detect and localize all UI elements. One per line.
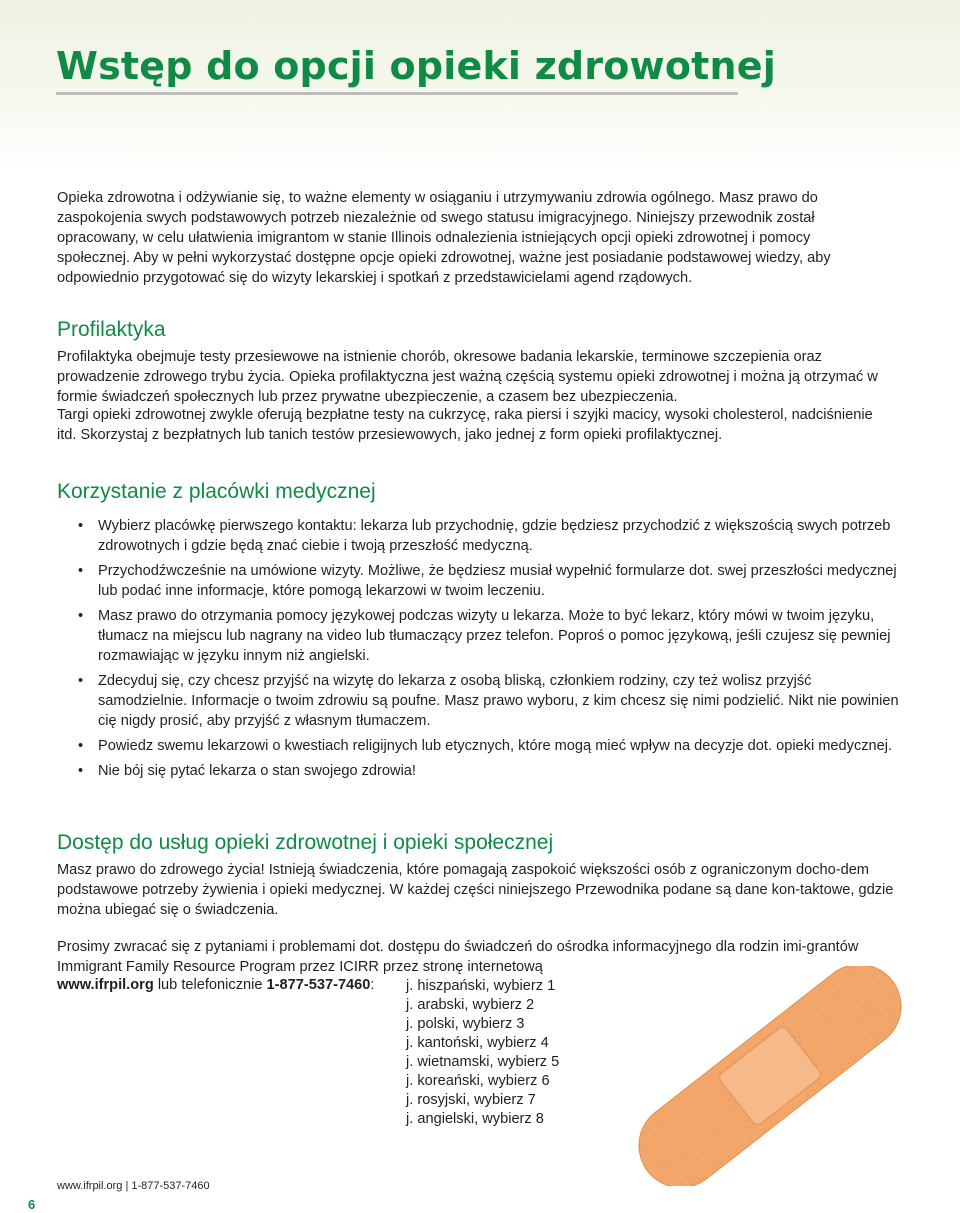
list-item-text: Powiedz swemu lekarzowi o kwestiach religijnych lub etycznych, które mogą mieć wpływ na decyzje dot. opieki medycznej. <box>98 738 893 754</box>
list-item: j. rosyjski, wybierz 7 <box>406 1092 536 1108</box>
contact-line <box>57 975 374 995</box>
bullet-icon: • <box>78 673 84 689</box>
list-item <box>78 516 900 556</box>
dostep-paragraph: Masz prawo do zdrowego życia! Istnieją świadczenia, które pomagają zaspokoić większości osób z ograniczonym docho-dem podstawowe potrzeby żywienia i opieki medycznej. W każdej części niniejszego Przewodnika podane są dane kon-taktowe, gdzie można ubiegać się o świadczenia. <box>57 862 894 918</box>
list-item: j. kantoński, wybierz 4 <box>406 1035 549 1051</box>
list-item: j. angielski, wybierz 8 <box>406 1111 544 1127</box>
list-item <box>78 561 900 601</box>
list-item <box>78 761 900 781</box>
list-item-text: Zdecyduj się, czy chcesz przyjść na wizytę do lekarza z osobą bliską, członkiem rodziny, czy też wolisz przyjść samodzielnie. Informacje o twoim zdrowiu są poufne. Masz prawo wyboru, z kim chcesz się nimi podzielić. Nikt nie powinien cię nigdy prosić, aby przyjść z własnym tłumaczem. <box>98 673 899 729</box>
page-number: 6 <box>28 1197 36 1212</box>
list-item-text: Wybierz placówkę pierwszego kontaktu: lekarza lub przychodnię, gdzie będziesz przychodzić z większością swych potrzeb zdrowotnych i gdzie będą znać ciebie i twoją przeszłość medyczną. <box>98 518 891 554</box>
help-paragraph: Prosimy zwracać się z pytaniami i problemami dot. dostępu do świadczeń do ośrodka informacyjnego dla rodzin imi-grantów Immigrant Family Resource Program przez ICIRR przez stronę internetową <box>57 939 859 975</box>
list-item: j. koreański, wybierz 6 <box>406 1073 550 1089</box>
bullet-icon: • <box>78 738 84 754</box>
website-link[interactable]: www.ifrpil.org <box>57 977 154 993</box>
list-item: j. arabski, wybierz 2 <box>406 997 535 1013</box>
bullet-icon: • <box>78 563 84 579</box>
bullet-icon: • <box>78 763 84 779</box>
heading-profilaktyka: Profilaktyka <box>57 318 166 341</box>
list-item-text: Nie bój się pytać lekarza o stan swojego zdrowia! <box>98 763 416 779</box>
footer-contact: www.ifrpil.org | 1-877-537-7460 <box>57 1180 210 1192</box>
intro-paragraph: Opieka zdrowotna i odżywianie się, to ważne elementy w osiąganiu i utrzymywaniu zdrowia ogólnego. Masz prawo do zaspokojenia swych podstawowych potrzeb niezależnie od swego statusu imigracyjnego. Niniejszy przewodnik został opracowany, w celu ułatwienia imigrantom w stanie Illinois odnalezienia istniejących opcji opieki zdrowotnej i pomocy społecznej. Aby w pełni wykorzystać dostępne opcje opieki zdrowotnej, ważne jest posiadanie podstawowej wiedzy, aby odpowiednio przygotować się do wizyty lekarskiej i spotkań z przedstawicielami agend rządowych. <box>57 190 831 286</box>
heading-dostep: Dostęp do usług opieki zdrowotnej i opieki społecznej <box>57 831 554 854</box>
list-item-text: Przychodźwcześnie na umówione wizyty. Możliwe, że będziesz musiał wypełnić formularze dot. swej przeszłości medycznej lub podać inne informacje, które pomogą lekarzowi w twoim leczeniu. <box>98 563 897 599</box>
list-item <box>78 671 900 731</box>
bullet-icon: • <box>78 518 84 534</box>
phone-prefix: lub telefonicznie <box>157 977 263 993</box>
bandage-illustration <box>620 966 920 1186</box>
phone-suffix: : <box>370 977 375 993</box>
page-title: Wstęp do opcji opieki zdrowotnej <box>56 44 776 88</box>
placowka-bullet-list <box>78 516 900 786</box>
list-item <box>78 606 900 666</box>
profilaktyka-paragraph: Profilaktyka obejmuje testy przesiewowe na istnienie chorób, okresowe badania lekarskie, terminowe szczepienia oraz prowadzenie zdrowego trybu życia. Opieka profilaktyczna jest ważną częścią systemu opieki zdrowotnej i można ją otrzymać w formie świadczeń społecznych lub przez prywatne ubezpieczenie, a czasem bez ubezpieczenia. <box>57 349 878 405</box>
profilaktyka-paragraph-2: Targi opieki zdrowotnej zwykle oferują bezpłatne testy na cukrzycę, raka piersi i szyjki macicy, wysoki cholesterol, nadciśnienie itd. Skorzystaj z bezpłatnych lub tanich testów przesiewowych, jako jednej z form opieki profilaktycznej. <box>57 407 873 443</box>
bullet-icon: • <box>78 608 84 624</box>
list-item: j. wietnamski, wybierz 5 <box>406 1054 560 1070</box>
list-item: j. polski, wybierz 3 <box>406 1016 525 1032</box>
list-item-text: Masz prawo do otrzymania pomocy językowej podczas wizyty u lekarza. Może to być lekarz, który mówi w twoim języku, tłumacz na miejscu lub nagrany na video lub tłumaczący przez telefon. Poproś o pomoc językową, jeśli czujesz się pewniej rozmawiając w języku innym niż angielski. <box>98 608 891 664</box>
list-item <box>78 736 900 756</box>
language-options-list <box>406 977 559 1129</box>
title-underline <box>56 92 738 95</box>
heading-placowka: Korzystanie z placówki medycznej <box>57 480 376 503</box>
phone-number[interactable]: 1-877-537-7460 <box>266 977 371 993</box>
list-item: j. hiszpański, wybierz 1 <box>406 978 556 994</box>
